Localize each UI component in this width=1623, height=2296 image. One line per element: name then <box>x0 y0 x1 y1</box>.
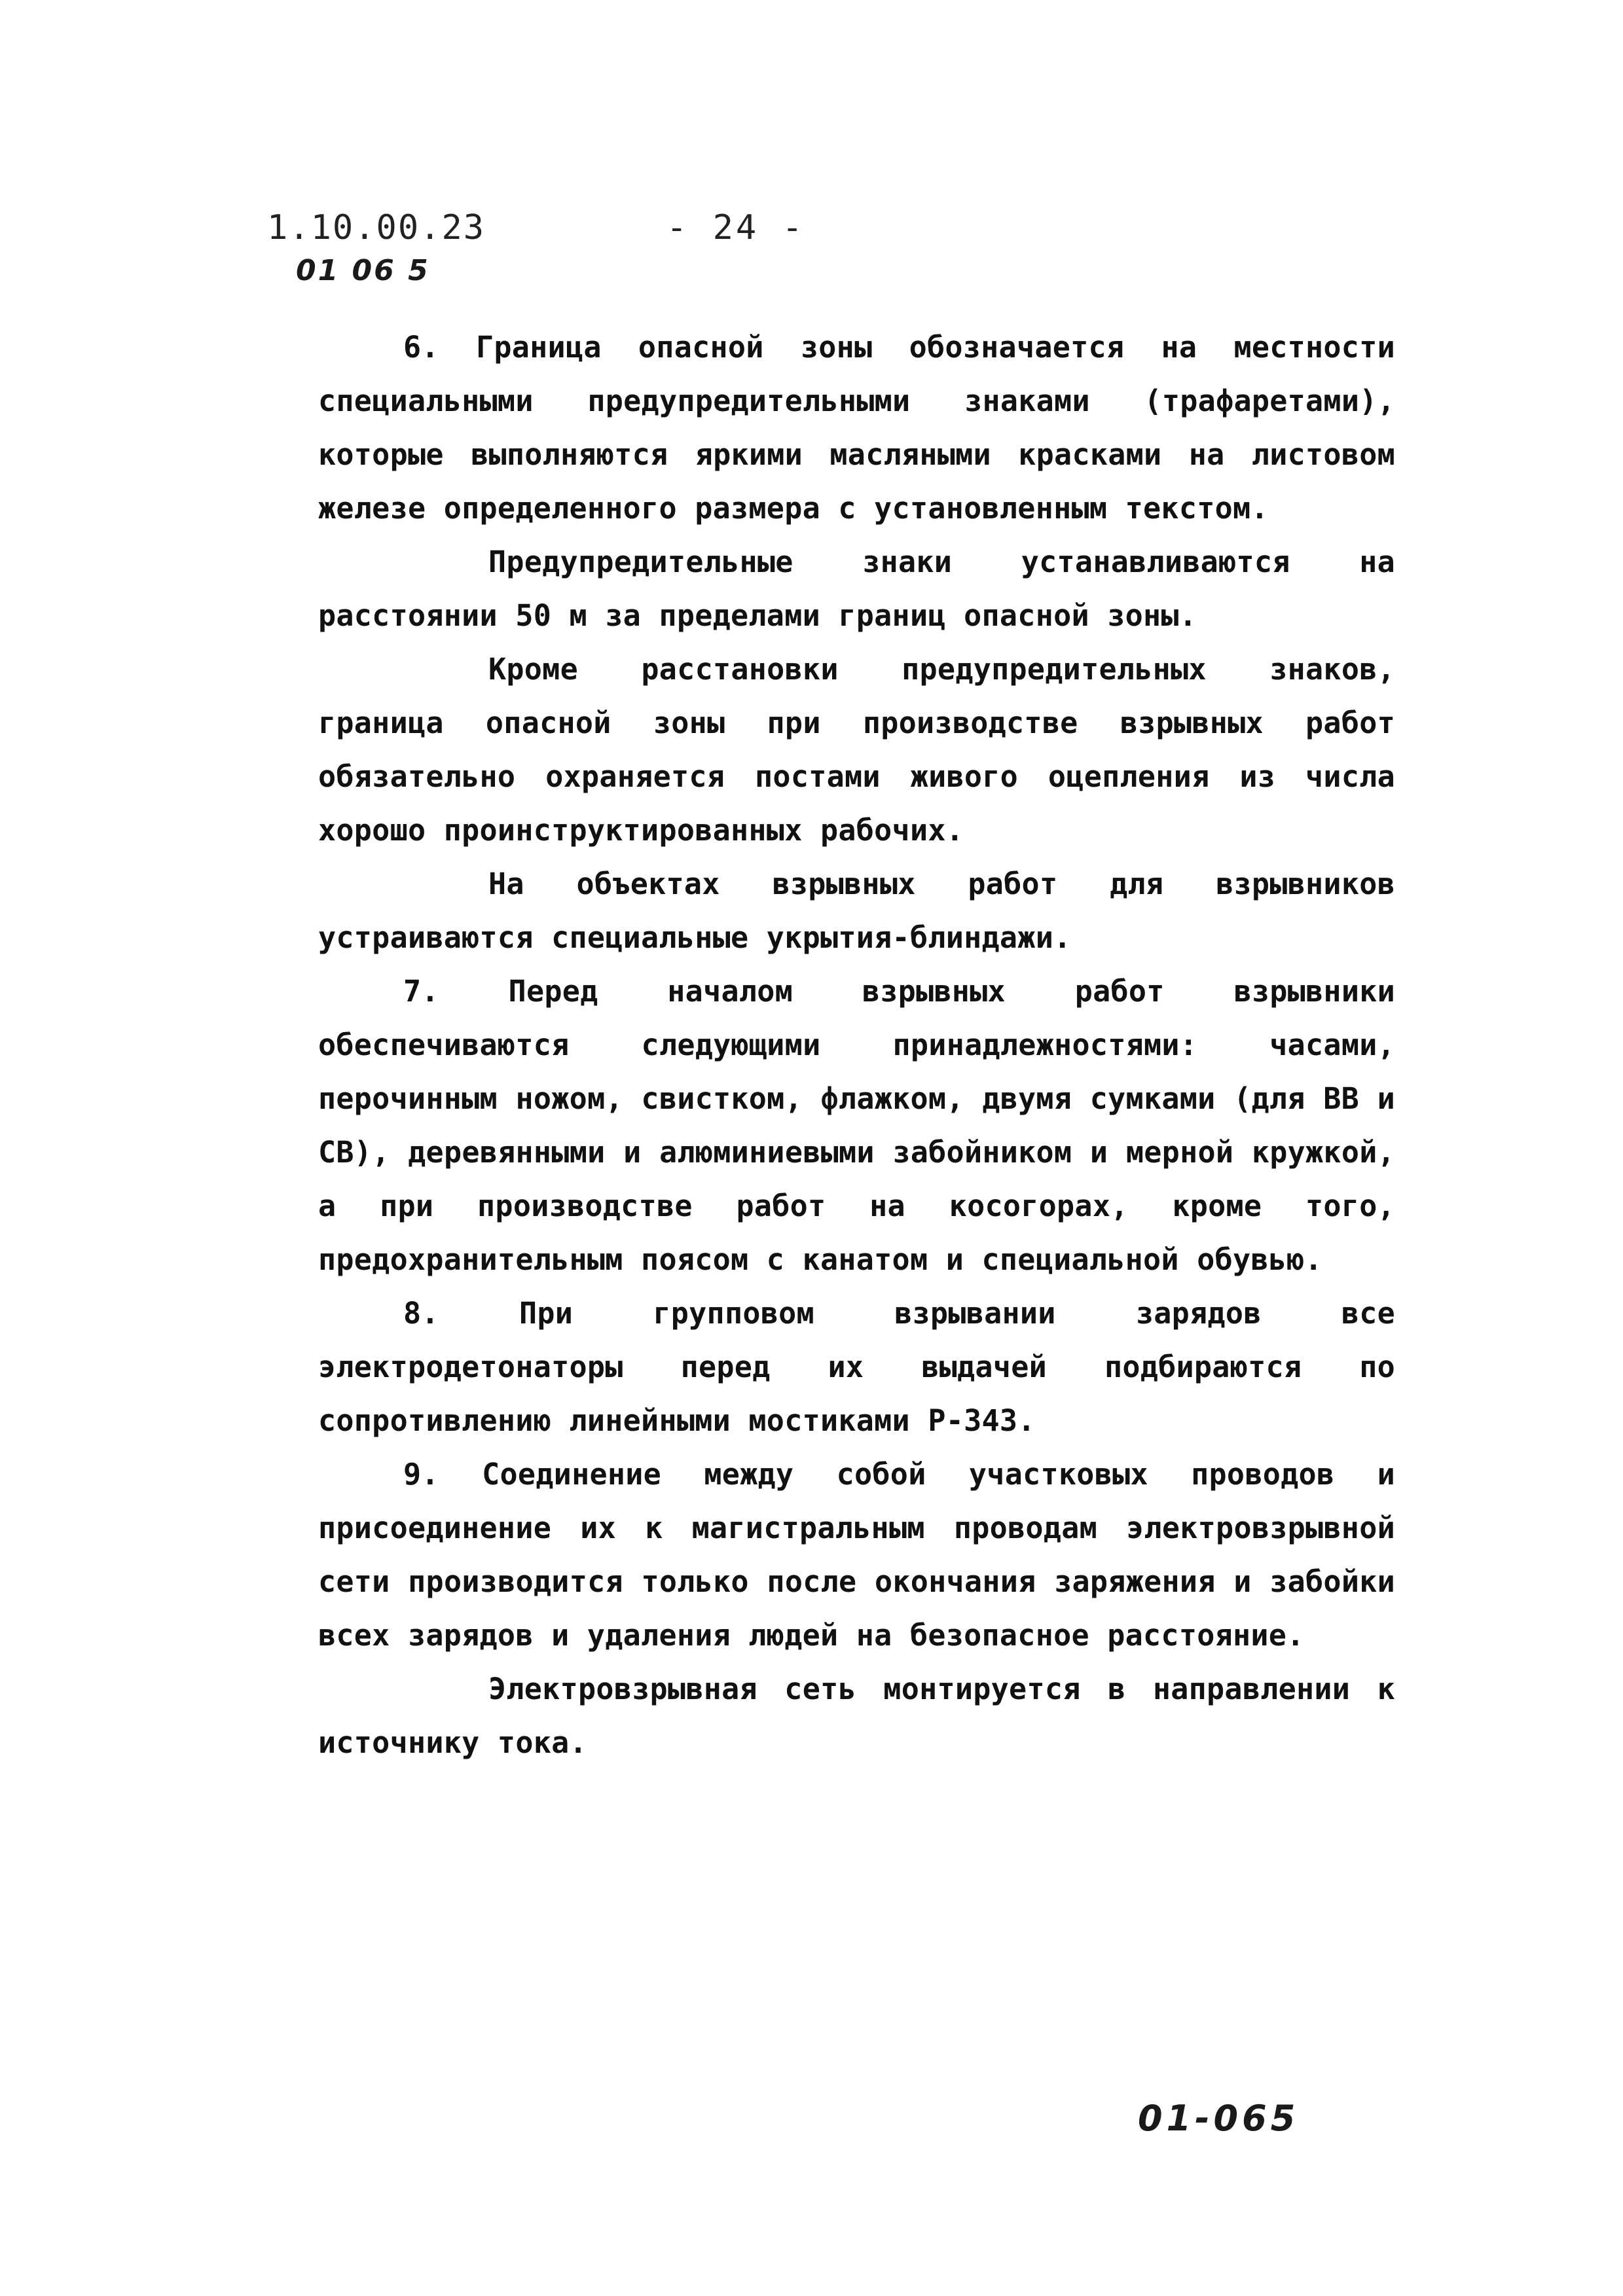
paragraph-9-wiring: 9. Соединение между собой участковых проводов и присоединение их к магистральным проводам электровзрывной сети производится только после окончания заряжения и забойки всех зарядов и удаления людей на безопасное расстояние. <box>318 1457 1395 1653</box>
paragraph-6-warning-signs: 6. Граница опасной зоны обозначается на местности специальными предупредительными знаками (трафаретами), которые выполняются яркими масляными красками на листовом железе определенного размера с установленным текстом. <box>318 330 1395 526</box>
handwritten-inventory-mark-top: 01 06 5 <box>296 254 430 287</box>
document-code: 1.10.00.23 <box>267 208 486 247</box>
paragraph-network-assembly: Электровзрывная сеть монтируется в направлении к источнику тока. <box>318 1672 1395 1760</box>
paragraph-8-detonators: 8. При групповом взрывании зарядов все электродетонаторы перед их выдачей подбираются по сопротивлению линейными мостиками Р-343. <box>318 1296 1395 1438</box>
paragraph-guard-posts: Кроме расстановки предупредительных знаков, граница опасной зоны при производстве взрывных работ обязательно охраняется постами живого оцепления из числа хорошо проинструктированных рабочих. <box>318 652 1395 848</box>
handwritten-inventory-mark-bottom: 01-065 <box>1138 2098 1300 2139</box>
page-number: - 24 - <box>666 208 805 247</box>
paragraph-signs-distance: Предупредительные знаки устанавливаются на расстоянии 50 м за пределами границ опасной зоны. <box>318 545 1395 633</box>
paragraph-shelters: На объектах взрывных работ для взрывников устраиваются специальные укрытия-блиндажи. <box>318 867 1395 955</box>
paragraph-7-equipment: 7. Перед началом взрывных работ взрывники обеспечиваются следующими принадлежностями: часами, перочинным ножом, свистком, флажком, двумя сумками (для ВВ и СВ), деревянными и алюминиевыми забойником и мерной кружкой, а при производстве работ на косогорах, кроме того, предохранительным поясом с канатом и специальной обувью. <box>318 974 1395 1277</box>
document-body <box>318 321 1395 1770</box>
